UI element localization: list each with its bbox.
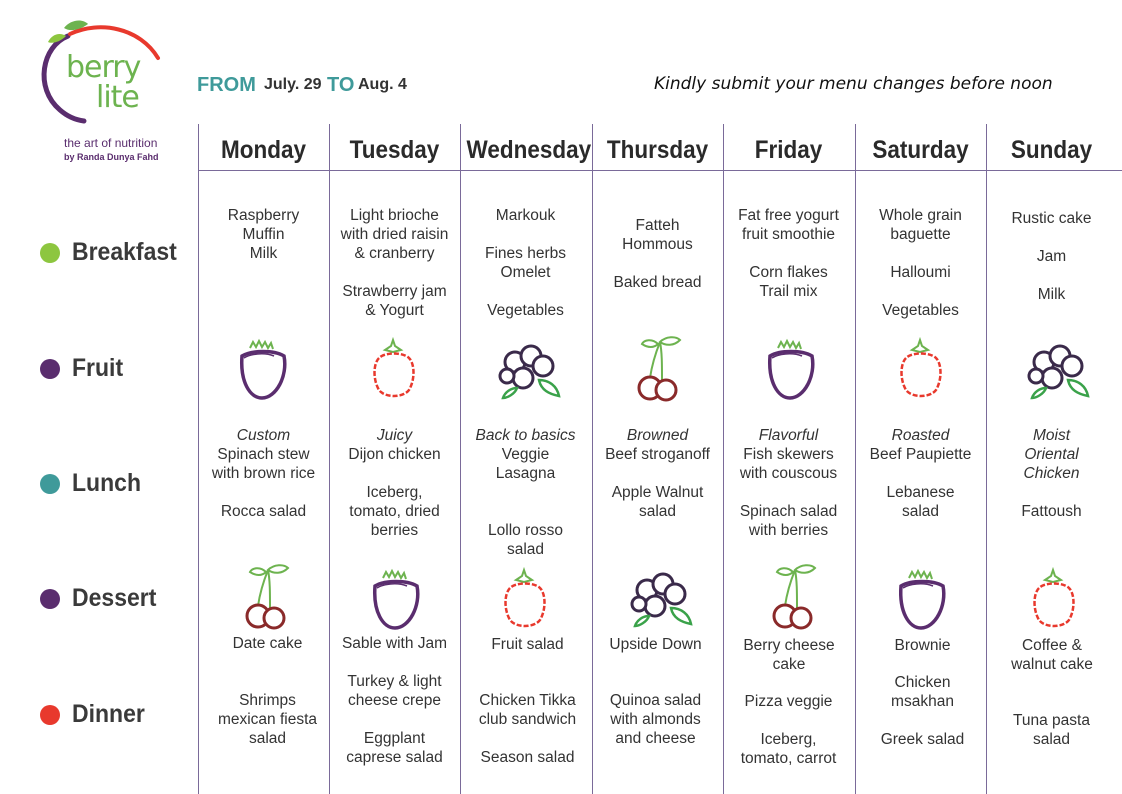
logo-byline: by Randa Dunya Fahd bbox=[64, 152, 159, 162]
logo bbox=[30, 18, 190, 168]
dinner-friday: Pizza veggie Iceberg, tomato, carrot bbox=[740, 693, 837, 767]
blueberries-icon bbox=[1022, 334, 1092, 404]
dinner-sunday: Tuna pasta salad bbox=[1013, 712, 1090, 748]
dinner-tuesday: Turkey & light cheese crepe Eggplant caprese salad bbox=[346, 673, 443, 766]
breakfast-saturday: Whole grain baguette Halloumi Vegetables bbox=[879, 207, 962, 319]
day-wednesday: Wednesday bbox=[466, 136, 592, 164]
lunch-dot-icon bbox=[40, 474, 60, 494]
dessert-sunday: Coffee & walnut cake bbox=[1011, 637, 1093, 673]
logo-tagline: the art of nutrition bbox=[64, 136, 158, 150]
plum-icon bbox=[887, 566, 957, 636]
from-label: FROM bbox=[197, 74, 256, 96]
plum-icon bbox=[361, 566, 431, 636]
breakfast-tuesday: Light brioche with dried raisin & cranberry Strawberry jam & Yogurt bbox=[340, 207, 449, 319]
plum-icon bbox=[228, 336, 298, 406]
meal-label: Dinner bbox=[72, 700, 145, 728]
dessert-tuesday: Sable with Jam bbox=[341, 635, 448, 652]
meal-dinner bbox=[40, 700, 151, 729]
raspberry-icon bbox=[490, 566, 560, 636]
day-monday: Monday bbox=[220, 136, 306, 164]
meal-label: Lunch bbox=[72, 469, 141, 497]
meal-breakfast bbox=[40, 238, 186, 267]
meal-label: Dessert bbox=[72, 584, 157, 612]
breakfast-friday: Fat free yogurt fruit smoothie Corn flakes Trail mix bbox=[738, 207, 839, 300]
logo-word-berry: berry bbox=[66, 50, 141, 85]
lunch-thursday: Browned Beef stroganoff Apple Walnut salad bbox=[605, 427, 710, 520]
lunch-wednesday: Back to basics Veggie Lasagna Lollo rosso salad bbox=[475, 427, 576, 558]
breakfast-wednesday: Markouk Fines herbs Omelet Vegetables bbox=[485, 207, 566, 319]
lunch-tuesday: Juicy Dijon chicken Iceberg, tomato, dried berries bbox=[348, 427, 441, 539]
day-saturday: Saturday bbox=[872, 136, 969, 164]
dessert-thursday: Upside Down bbox=[609, 636, 702, 653]
plum-icon bbox=[756, 336, 826, 406]
day-tuesday: Tuesday bbox=[349, 136, 440, 164]
dessert-wednesday: Fruit salad bbox=[491, 636, 564, 653]
to-label: TO bbox=[327, 74, 355, 96]
meal-label: Fruit bbox=[72, 354, 124, 382]
from-date: July. 29 bbox=[264, 76, 322, 93]
date-range bbox=[197, 74, 457, 100]
lunch-saturday: Roasted Beef Paupiette Lebanese salad bbox=[869, 427, 972, 520]
meal-fruit bbox=[40, 354, 128, 383]
breakfast-monday: Raspberry Muffin Milk bbox=[227, 207, 300, 262]
raspberry-icon bbox=[1019, 566, 1089, 636]
cherries-icon bbox=[622, 334, 692, 404]
lunch-monday: Custom Spinach stew with brown rice Rocca salad bbox=[211, 427, 316, 520]
dinner-monday: Shrimps mexican fiesta salad bbox=[217, 692, 318, 747]
day-sunday: Sunday bbox=[1010, 136, 1093, 164]
raspberry-icon bbox=[886, 336, 956, 406]
blueberries-icon bbox=[625, 562, 695, 632]
cherries-icon bbox=[757, 562, 827, 632]
cherries-icon bbox=[230, 562, 300, 632]
raspberry-icon bbox=[359, 336, 429, 406]
meal-label: Breakfast bbox=[72, 238, 177, 266]
dessert-monday: Date cake bbox=[232, 635, 303, 652]
logo-word-lite: lite bbox=[96, 80, 139, 115]
lunch-sunday: Moist Oriental Chicken Fattoush bbox=[1021, 427, 1082, 520]
dessert-dot-icon bbox=[40, 589, 60, 609]
dessert-friday: Berry cheese cake bbox=[743, 637, 835, 673]
breakfast-dot-icon bbox=[40, 243, 60, 263]
dessert-saturday: Brownie bbox=[894, 637, 951, 654]
fruit-dot-icon bbox=[40, 359, 60, 379]
breakfast-thursday: Fatteh Hommous Baked bread bbox=[613, 217, 702, 291]
lunch-friday: Flavorful Fish skewers with couscous Spinach salad with berries bbox=[739, 427, 838, 539]
dinner-dot-icon bbox=[40, 705, 60, 725]
breakfast-sunday: Rustic cake Jam Milk bbox=[1011, 210, 1092, 303]
blueberries-icon bbox=[493, 334, 563, 404]
meal-dessert bbox=[40, 584, 164, 613]
dinner-thursday: Quinoa salad with almonds and cheese bbox=[609, 692, 702, 747]
submission-note: Kindly submit your menu changes before noon bbox=[654, 74, 1053, 94]
dinner-wednesday: Chicken Tikka club sandwich Season salad bbox=[478, 692, 577, 766]
dinner-saturday: Chicken msakhan Greek salad bbox=[880, 674, 965, 748]
to-date: Aug. 4 bbox=[358, 76, 407, 93]
day-thursday: Thursday bbox=[606, 136, 709, 164]
day-friday: Friday bbox=[754, 136, 823, 164]
meal-lunch bbox=[40, 469, 147, 498]
